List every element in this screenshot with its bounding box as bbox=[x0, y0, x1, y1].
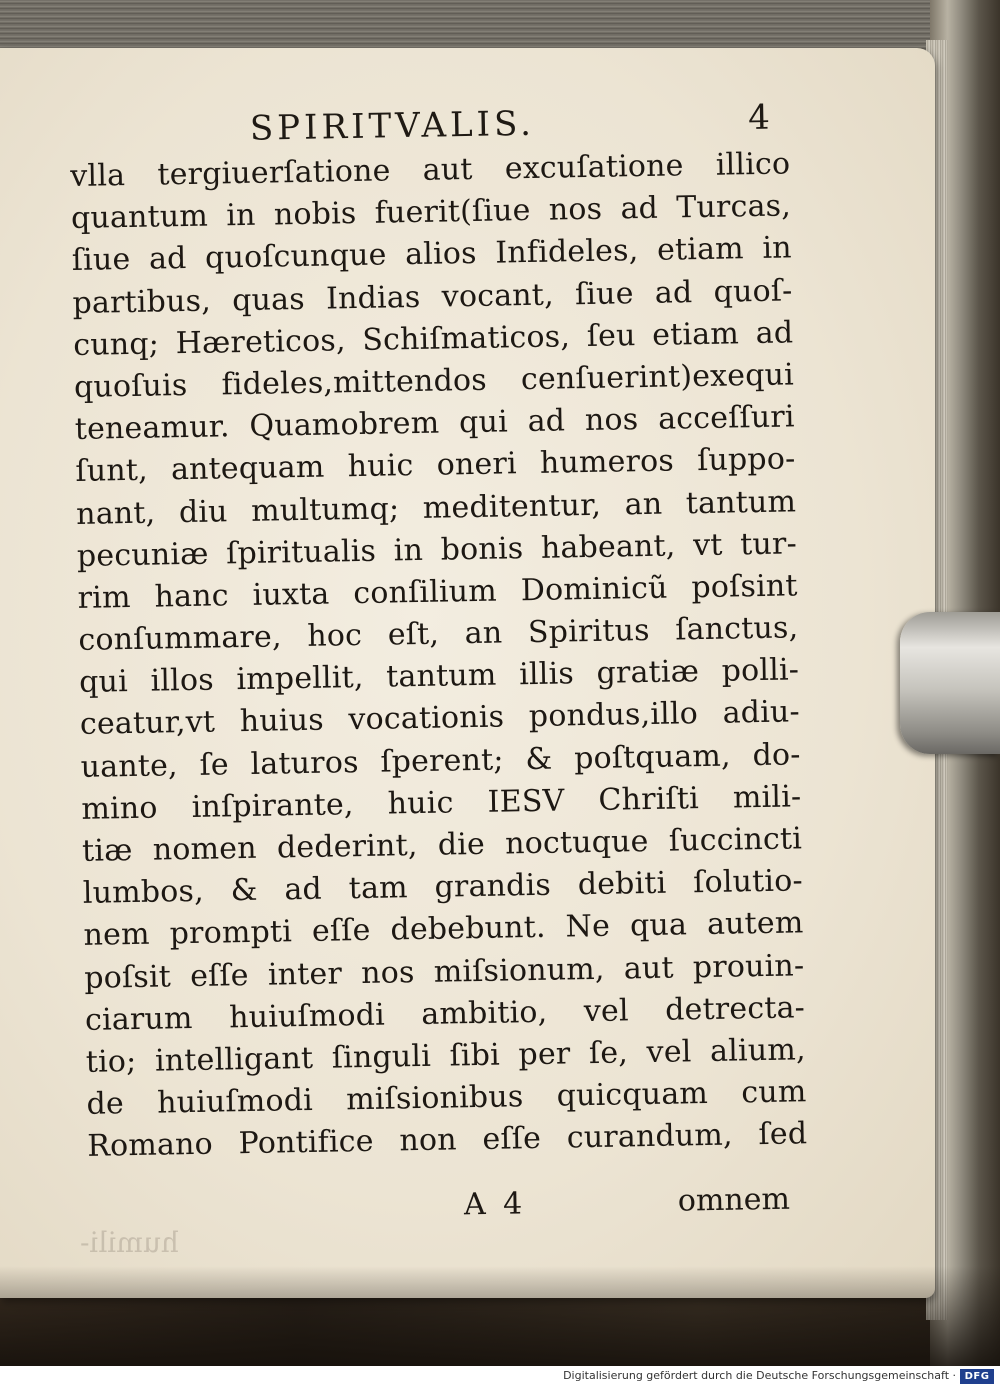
text-line: nant, diu multumq; meditentur, an tantum bbox=[75, 483, 797, 532]
text-line: quantum in nobis fuerit(ſiue nos ad Turcas, bbox=[70, 188, 792, 237]
text-line: tio; intelligant ſinguli ſibi per ſe, vel alium, bbox=[85, 1032, 807, 1080]
text-line: Romano Pontifice non eſſe curandum, ſed bbox=[86, 1116, 808, 1165]
text-line: partibus, quas Indias vocant, ſiue ad quoſ- bbox=[72, 272, 793, 321]
text-line: de huiuſmodi miſsionibus quicquam cum bbox=[86, 1074, 807, 1122]
text-line: rim hanc iuxta conſilium Dominicũ poſsint bbox=[77, 568, 798, 616]
text-line: lumbos, & ad tam grandis debiti ſolutio- bbox=[82, 863, 804, 912]
text-line: ſunt, antequam huic oneri humeros ſuppo- bbox=[75, 441, 796, 490]
catchword: omnem bbox=[677, 1181, 791, 1219]
page-number: 4 bbox=[747, 97, 771, 139]
text-line: conſummare, hoc eſt, an Spiritus ſanctus, bbox=[78, 610, 799, 658]
text-line: uante, ſe laturos ſperent; & poſtquam, do- bbox=[80, 736, 801, 785]
text-line: quoſuis fideles,mittendos cenſuerint)exequi bbox=[73, 357, 795, 405]
text-line: qui illos impellit, tantum illis gratiæ polli- bbox=[78, 652, 800, 701]
signature-mark: A 4 bbox=[463, 1186, 527, 1223]
bleed-through-text: humili- bbox=[80, 1226, 179, 1259]
book-clasp bbox=[900, 612, 1000, 754]
text-block bbox=[70, 143, 808, 1168]
running-head: SPIRITVALIS. bbox=[249, 103, 536, 149]
text-line: pecuniæ ſpiritualis in bonis habeant, vt tur- bbox=[76, 526, 798, 574]
text-line: ſiue ad quoſcunque alios Infideles, etiam in bbox=[71, 230, 793, 279]
text-line: cunq; Hæreticos, Schiſmaticos, ſeu etiam ad bbox=[72, 315, 794, 363]
credit-text: Digitalisierung gefördert durch die Deutsche Forschungsgemeinschaft · bbox=[563, 1369, 956, 1382]
text-line: nem prompti eſſe debebunt. Ne qua autem bbox=[83, 905, 804, 954]
book-page bbox=[0, 48, 935, 1298]
text-line: tiæ nomen dederint, die noctuque ſuccincti bbox=[81, 821, 803, 869]
text-line: ceatur,vt huius vocationis pondus,illo adiu- bbox=[79, 694, 801, 743]
credit-bar bbox=[0, 1366, 1000, 1388]
text-line: teneamur. Quamobrem qui ad nos acceſſuri bbox=[74, 399, 795, 448]
dfg-logo: DFG bbox=[960, 1369, 994, 1384]
text-line: poſsit eſſe inter nos miſsionum, aut prouin- bbox=[84, 947, 805, 996]
text-line: mino inſpirante, huic IESV Chriſti mili- bbox=[81, 779, 802, 827]
text-line: vlla tergiuerſatione aut excuſatione illico bbox=[70, 146, 791, 194]
bottom-shadow bbox=[0, 1266, 1000, 1366]
text-line: ciarum huiuſmodi ambitio, vel detrecta- bbox=[84, 990, 806, 1038]
